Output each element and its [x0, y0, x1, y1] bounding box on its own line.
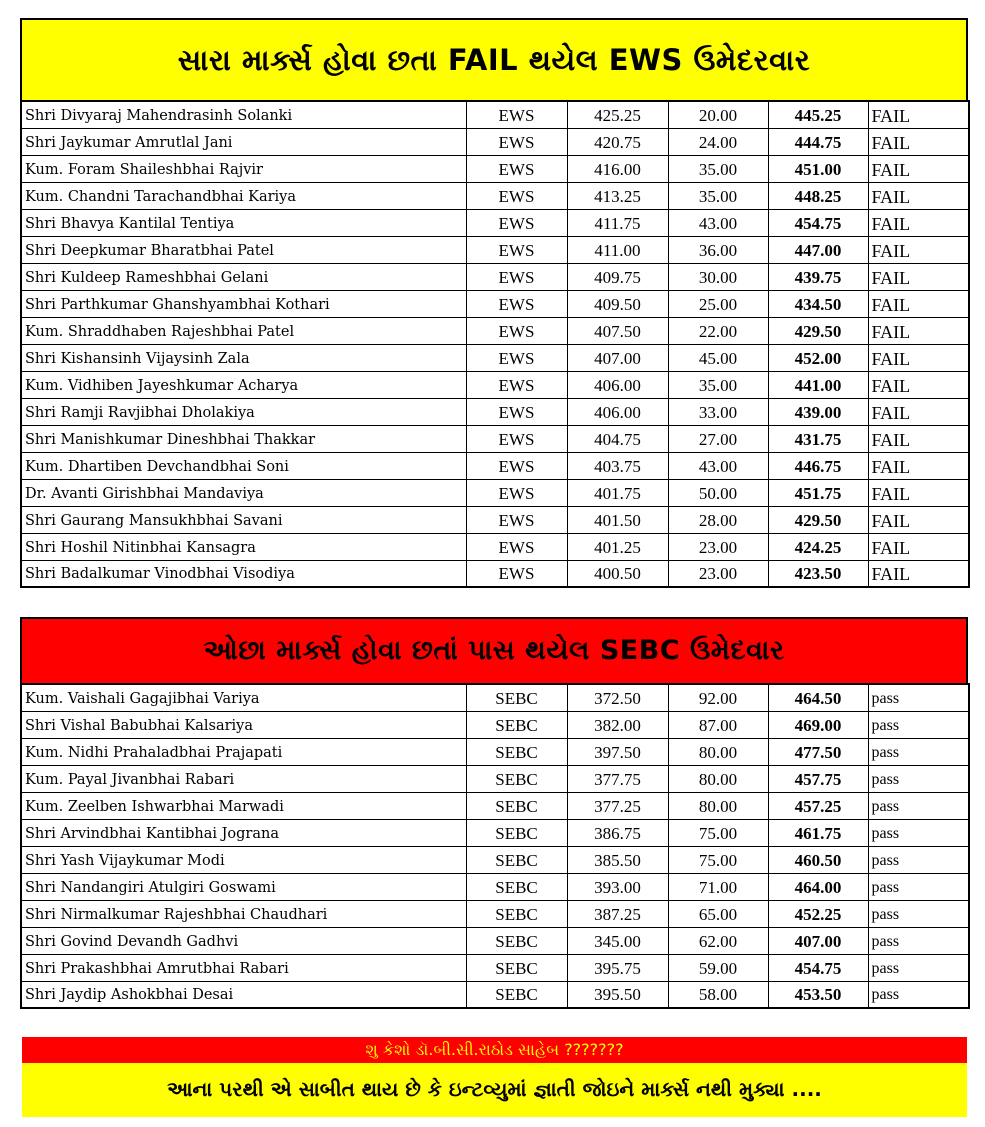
table-row	[21, 792, 969, 819]
result-cell: FAIL	[868, 506, 969, 533]
category-cell: SEBC	[466, 873, 567, 900]
table-row	[21, 479, 969, 506]
total-marks-cell: 429.50	[768, 506, 868, 533]
table-row	[21, 873, 969, 900]
interview-marks-cell: 75.00	[668, 819, 768, 846]
result-cell: pass	[868, 711, 969, 738]
total-marks-cell: 464.00	[768, 873, 868, 900]
written-marks-cell: 382.00	[567, 711, 668, 738]
candidate-name-cell: Shri Vishal Babubhai Kalsariya	[21, 711, 466, 738]
total-marks-cell: 469.00	[768, 711, 868, 738]
result-cell: FAIL	[868, 533, 969, 560]
table-row	[21, 533, 969, 560]
table-row	[21, 819, 969, 846]
candidate-name-cell: Shri Divyaraj Mahendrasinh Solanki	[21, 101, 466, 128]
result-cell: FAIL	[868, 155, 969, 182]
result-cell: FAIL	[868, 101, 969, 128]
total-marks-cell: 457.25	[768, 792, 868, 819]
candidate-name-cell: Shri Prakashbhai Amrutbhai Rabari	[21, 954, 466, 981]
interview-marks-cell: 75.00	[668, 846, 768, 873]
interview-marks-cell: 92.00	[668, 684, 768, 711]
candidate-name-cell: Shri Badalkumar Vinodbhai Visodiya	[21, 560, 466, 587]
candidate-name-cell: Shri Jaydip Ashokbhai Desai	[21, 981, 466, 1008]
total-marks-cell: 431.75	[768, 425, 868, 452]
candidate-name-cell: Dr. Avanti Girishbhai Mandaviya	[21, 479, 466, 506]
written-marks-cell: 403.75	[567, 452, 668, 479]
result-cell: pass	[868, 765, 969, 792]
table-row	[21, 506, 969, 533]
total-marks-cell: 477.50	[768, 738, 868, 765]
category-cell: SEBC	[466, 900, 567, 927]
total-marks-cell: 434.50	[768, 290, 868, 317]
candidate-name-cell: Kum. Nidhi Prahaladbhai Prajapati	[21, 738, 466, 765]
interview-marks-cell: 50.00	[668, 479, 768, 506]
table-row	[21, 738, 969, 765]
written-marks-cell: 409.50	[567, 290, 668, 317]
written-marks-cell: 406.00	[567, 398, 668, 425]
total-marks-cell: 439.75	[768, 263, 868, 290]
candidate-name-cell: Shri Arvindbhai Kantibhai Jograna	[21, 819, 466, 846]
table-row	[21, 711, 969, 738]
total-marks-cell: 446.75	[768, 452, 868, 479]
category-cell: SEBC	[466, 927, 567, 954]
total-marks-cell: 448.25	[768, 182, 868, 209]
result-cell: FAIL	[868, 290, 969, 317]
category-cell: EWS	[466, 506, 567, 533]
footer-conclusion-text: આના પરથી એ સાબીત થાય છે કે ઇન્ટવ્યુમાં જ્ઞાતી જોઇને માર્ક્સ નથી મુક્યા ....	[167, 1077, 822, 1101]
interview-marks-cell: 33.00	[668, 398, 768, 425]
interview-marks-cell: 36.00	[668, 236, 768, 263]
result-cell: pass	[868, 900, 969, 927]
table-row	[21, 684, 969, 711]
total-marks-cell: 447.00	[768, 236, 868, 263]
written-marks-cell: 387.25	[567, 900, 668, 927]
written-marks-cell: 425.25	[567, 101, 668, 128]
sebc-section-title-text: ઓછા માર્ક્સ હોવા છતાં પાસ થયેલ SEBC ઉમેદવાર	[203, 635, 785, 666]
total-marks-cell: 460.50	[768, 846, 868, 873]
category-cell: SEBC	[466, 981, 567, 1008]
candidate-name-cell: Kum. Vidhiben Jayeshkumar Acharya	[21, 371, 466, 398]
total-marks-cell: 444.75	[768, 128, 868, 155]
result-cell: FAIL	[868, 371, 969, 398]
interview-marks-cell: 25.00	[668, 290, 768, 317]
result-cell: pass	[868, 738, 969, 765]
interview-marks-cell: 22.00	[668, 317, 768, 344]
written-marks-cell: 401.75	[567, 479, 668, 506]
result-cell: pass	[868, 873, 969, 900]
result-cell: FAIL	[868, 128, 969, 155]
interview-marks-cell: 27.00	[668, 425, 768, 452]
total-marks-cell: 452.25	[768, 900, 868, 927]
interview-marks-cell: 35.00	[668, 155, 768, 182]
written-marks-cell: 345.00	[567, 927, 668, 954]
table-row	[21, 425, 969, 452]
written-marks-cell: 393.00	[567, 873, 668, 900]
total-marks-cell: 439.00	[768, 398, 868, 425]
total-marks-cell: 451.75	[768, 479, 868, 506]
result-cell: FAIL	[868, 425, 969, 452]
category-cell: EWS	[466, 479, 567, 506]
category-cell: EWS	[466, 155, 567, 182]
interview-marks-cell: 43.00	[668, 452, 768, 479]
category-cell: SEBC	[466, 684, 567, 711]
table-row	[21, 560, 969, 587]
total-marks-cell: 461.75	[768, 819, 868, 846]
table-row	[21, 344, 969, 371]
category-cell: EWS	[466, 236, 567, 263]
result-cell: FAIL	[868, 560, 969, 587]
category-cell: EWS	[466, 371, 567, 398]
category-cell: EWS	[466, 425, 567, 452]
table-row	[21, 128, 969, 155]
sebc-candidates-table	[20, 683, 970, 1009]
table-row	[21, 927, 969, 954]
interview-marks-cell: 30.00	[668, 263, 768, 290]
interview-marks-cell: 28.00	[668, 506, 768, 533]
result-cell: pass	[868, 684, 969, 711]
result-cell: FAIL	[868, 317, 969, 344]
table-row	[21, 371, 969, 398]
interview-marks-cell: 80.00	[668, 738, 768, 765]
table-row	[21, 290, 969, 317]
candidate-name-cell: Shri Deepkumar Bharatbhai Patel	[21, 236, 466, 263]
written-marks-cell: 411.00	[567, 236, 668, 263]
result-cell: FAIL	[868, 182, 969, 209]
result-cell: FAIL	[868, 209, 969, 236]
candidate-name-cell: Kum. Shraddhaben Rajeshbhai Patel	[21, 317, 466, 344]
written-marks-cell: 404.75	[567, 425, 668, 452]
candidate-name-cell: Shri Govind Devandh Gadhvi	[21, 927, 466, 954]
result-cell: FAIL	[868, 398, 969, 425]
category-cell: SEBC	[466, 765, 567, 792]
result-cell: pass	[868, 954, 969, 981]
ews-section-title	[20, 18, 968, 100]
written-marks-cell: 386.75	[567, 819, 668, 846]
written-marks-cell: 395.75	[567, 954, 668, 981]
written-marks-cell: 411.75	[567, 209, 668, 236]
table-row	[21, 398, 969, 425]
table-row	[21, 263, 969, 290]
total-marks-cell: 424.25	[768, 533, 868, 560]
table-row	[21, 954, 969, 981]
result-cell: pass	[868, 792, 969, 819]
result-cell: FAIL	[868, 263, 969, 290]
candidate-name-cell: Kum. Payal Jivanbhai Rabari	[21, 765, 466, 792]
category-cell: SEBC	[466, 846, 567, 873]
candidate-name-cell: Kum. Foram Shaileshbhai Rajvir	[21, 155, 466, 182]
candidate-name-cell: Shri Ramji Ravjibhai Dholakiya	[21, 398, 466, 425]
written-marks-cell: 413.25	[567, 182, 668, 209]
category-cell: EWS	[466, 317, 567, 344]
candidate-name-cell: Kum. Zeelben Ishwarbhai Marwadi	[21, 792, 466, 819]
category-cell: EWS	[466, 209, 567, 236]
result-cell: pass	[868, 846, 969, 873]
table-row	[21, 452, 969, 479]
candidate-name-cell: Shri Nandangiri Atulgiri Goswami	[21, 873, 466, 900]
candidate-name-cell: Shri Yash Vijaykumar Modi	[21, 846, 466, 873]
total-marks-cell: 454.75	[768, 209, 868, 236]
category-cell: EWS	[466, 182, 567, 209]
candidate-name-cell: Shri Kishansinh Vijaysinh Zala	[21, 344, 466, 371]
result-cell: FAIL	[868, 236, 969, 263]
candidate-name-cell: Kum. Dhartiben Devchandbhai Soni	[21, 452, 466, 479]
interview-marks-cell: 43.00	[668, 209, 768, 236]
category-cell: SEBC	[466, 738, 567, 765]
total-marks-cell: 407.00	[768, 927, 868, 954]
category-cell: EWS	[466, 560, 567, 587]
footer-question-banner	[22, 1037, 967, 1063]
written-marks-cell: 409.75	[567, 263, 668, 290]
table-row	[21, 155, 969, 182]
interview-marks-cell: 20.00	[668, 101, 768, 128]
total-marks-cell: 423.50	[768, 560, 868, 587]
written-marks-cell: 400.50	[567, 560, 668, 587]
category-cell: EWS	[466, 290, 567, 317]
sebc-section-title	[20, 617, 968, 683]
total-marks-cell: 464.50	[768, 684, 868, 711]
candidate-name-cell: Shri Parthkumar Ghanshyambhai Kothari	[21, 290, 466, 317]
written-marks-cell: 397.50	[567, 738, 668, 765]
interview-marks-cell: 58.00	[668, 981, 768, 1008]
candidate-name-cell: Shri Kuldeep Rameshbhai Gelani	[21, 263, 466, 290]
category-cell: SEBC	[466, 954, 567, 981]
total-marks-cell: 453.50	[768, 981, 868, 1008]
result-cell: FAIL	[868, 452, 969, 479]
written-marks-cell: 407.50	[567, 317, 668, 344]
interview-marks-cell: 23.00	[668, 560, 768, 587]
table-row	[21, 209, 969, 236]
candidate-name-cell: Kum. Chandni Tarachandbhai Kariya	[21, 182, 466, 209]
total-marks-cell: 452.00	[768, 344, 868, 371]
footer-conclusion-banner	[22, 1063, 967, 1117]
total-marks-cell: 445.25	[768, 101, 868, 128]
interview-marks-cell: 35.00	[668, 182, 768, 209]
total-marks-cell: 451.00	[768, 155, 868, 182]
category-cell: SEBC	[466, 819, 567, 846]
interview-marks-cell: 65.00	[668, 900, 768, 927]
interview-marks-cell: 35.00	[668, 371, 768, 398]
category-cell: EWS	[466, 101, 567, 128]
total-marks-cell: 457.75	[768, 765, 868, 792]
table-row	[21, 900, 969, 927]
written-marks-cell: 406.00	[567, 371, 668, 398]
written-marks-cell: 401.50	[567, 506, 668, 533]
candidate-name-cell: Shri Bhavya Kantilal Tentiya	[21, 209, 466, 236]
written-marks-cell: 420.75	[567, 128, 668, 155]
written-marks-cell: 395.50	[567, 981, 668, 1008]
category-cell: EWS	[466, 533, 567, 560]
written-marks-cell: 385.50	[567, 846, 668, 873]
candidate-name-cell: Shri Jaykumar Amrutlal Jani	[21, 128, 466, 155]
result-cell: pass	[868, 927, 969, 954]
table-row	[21, 981, 969, 1008]
interview-marks-cell: 71.00	[668, 873, 768, 900]
interview-marks-cell: 23.00	[668, 533, 768, 560]
interview-marks-cell: 80.00	[668, 765, 768, 792]
candidate-name-cell: Shri Hoshil Nitinbhai Kansagra	[21, 533, 466, 560]
written-marks-cell: 372.50	[567, 684, 668, 711]
interview-marks-cell: 59.00	[668, 954, 768, 981]
category-cell: EWS	[466, 128, 567, 155]
table-row	[21, 317, 969, 344]
interview-marks-cell: 62.00	[668, 927, 768, 954]
table-row	[21, 182, 969, 209]
result-cell: FAIL	[868, 344, 969, 371]
written-marks-cell: 416.00	[567, 155, 668, 182]
written-marks-cell: 377.75	[567, 765, 668, 792]
category-cell: EWS	[466, 452, 567, 479]
result-cell: FAIL	[868, 479, 969, 506]
table-row	[21, 765, 969, 792]
category-cell: EWS	[466, 344, 567, 371]
total-marks-cell: 441.00	[768, 371, 868, 398]
interview-marks-cell: 87.00	[668, 711, 768, 738]
total-marks-cell: 429.50	[768, 317, 868, 344]
candidate-name-cell: Shri Nirmalkumar Rajeshbhai Chaudhari	[21, 900, 466, 927]
candidate-name-cell: Shri Gaurang Mansukhbhai Savani	[21, 506, 466, 533]
table-row	[21, 101, 969, 128]
category-cell: SEBC	[466, 792, 567, 819]
ews-section-title-text: સારા માર્ક્સ હોવા છતા FAIL થયેલ EWS ઉમેદરવાર	[177, 42, 811, 77]
total-marks-cell: 454.75	[768, 954, 868, 981]
ews-candidates-table	[20, 100, 970, 588]
result-cell: pass	[868, 981, 969, 1008]
written-marks-cell: 407.00	[567, 344, 668, 371]
candidate-name-cell: Kum. Vaishali Gagajibhai Variya	[21, 684, 466, 711]
category-cell: EWS	[466, 398, 567, 425]
table-row	[21, 846, 969, 873]
result-cell: pass	[868, 819, 969, 846]
category-cell: EWS	[466, 263, 567, 290]
table-row	[21, 236, 969, 263]
candidate-name-cell: Shri Manishkumar Dineshbhai Thakkar	[21, 425, 466, 452]
interview-marks-cell: 45.00	[668, 344, 768, 371]
interview-marks-cell: 80.00	[668, 792, 768, 819]
written-marks-cell: 401.25	[567, 533, 668, 560]
written-marks-cell: 377.25	[567, 792, 668, 819]
interview-marks-cell: 24.00	[668, 128, 768, 155]
footer-question-text: શુ કેશો ડૉ.બી.સી.રાઠોડ સાહેબ ???????	[365, 1040, 624, 1059]
category-cell: SEBC	[466, 711, 567, 738]
